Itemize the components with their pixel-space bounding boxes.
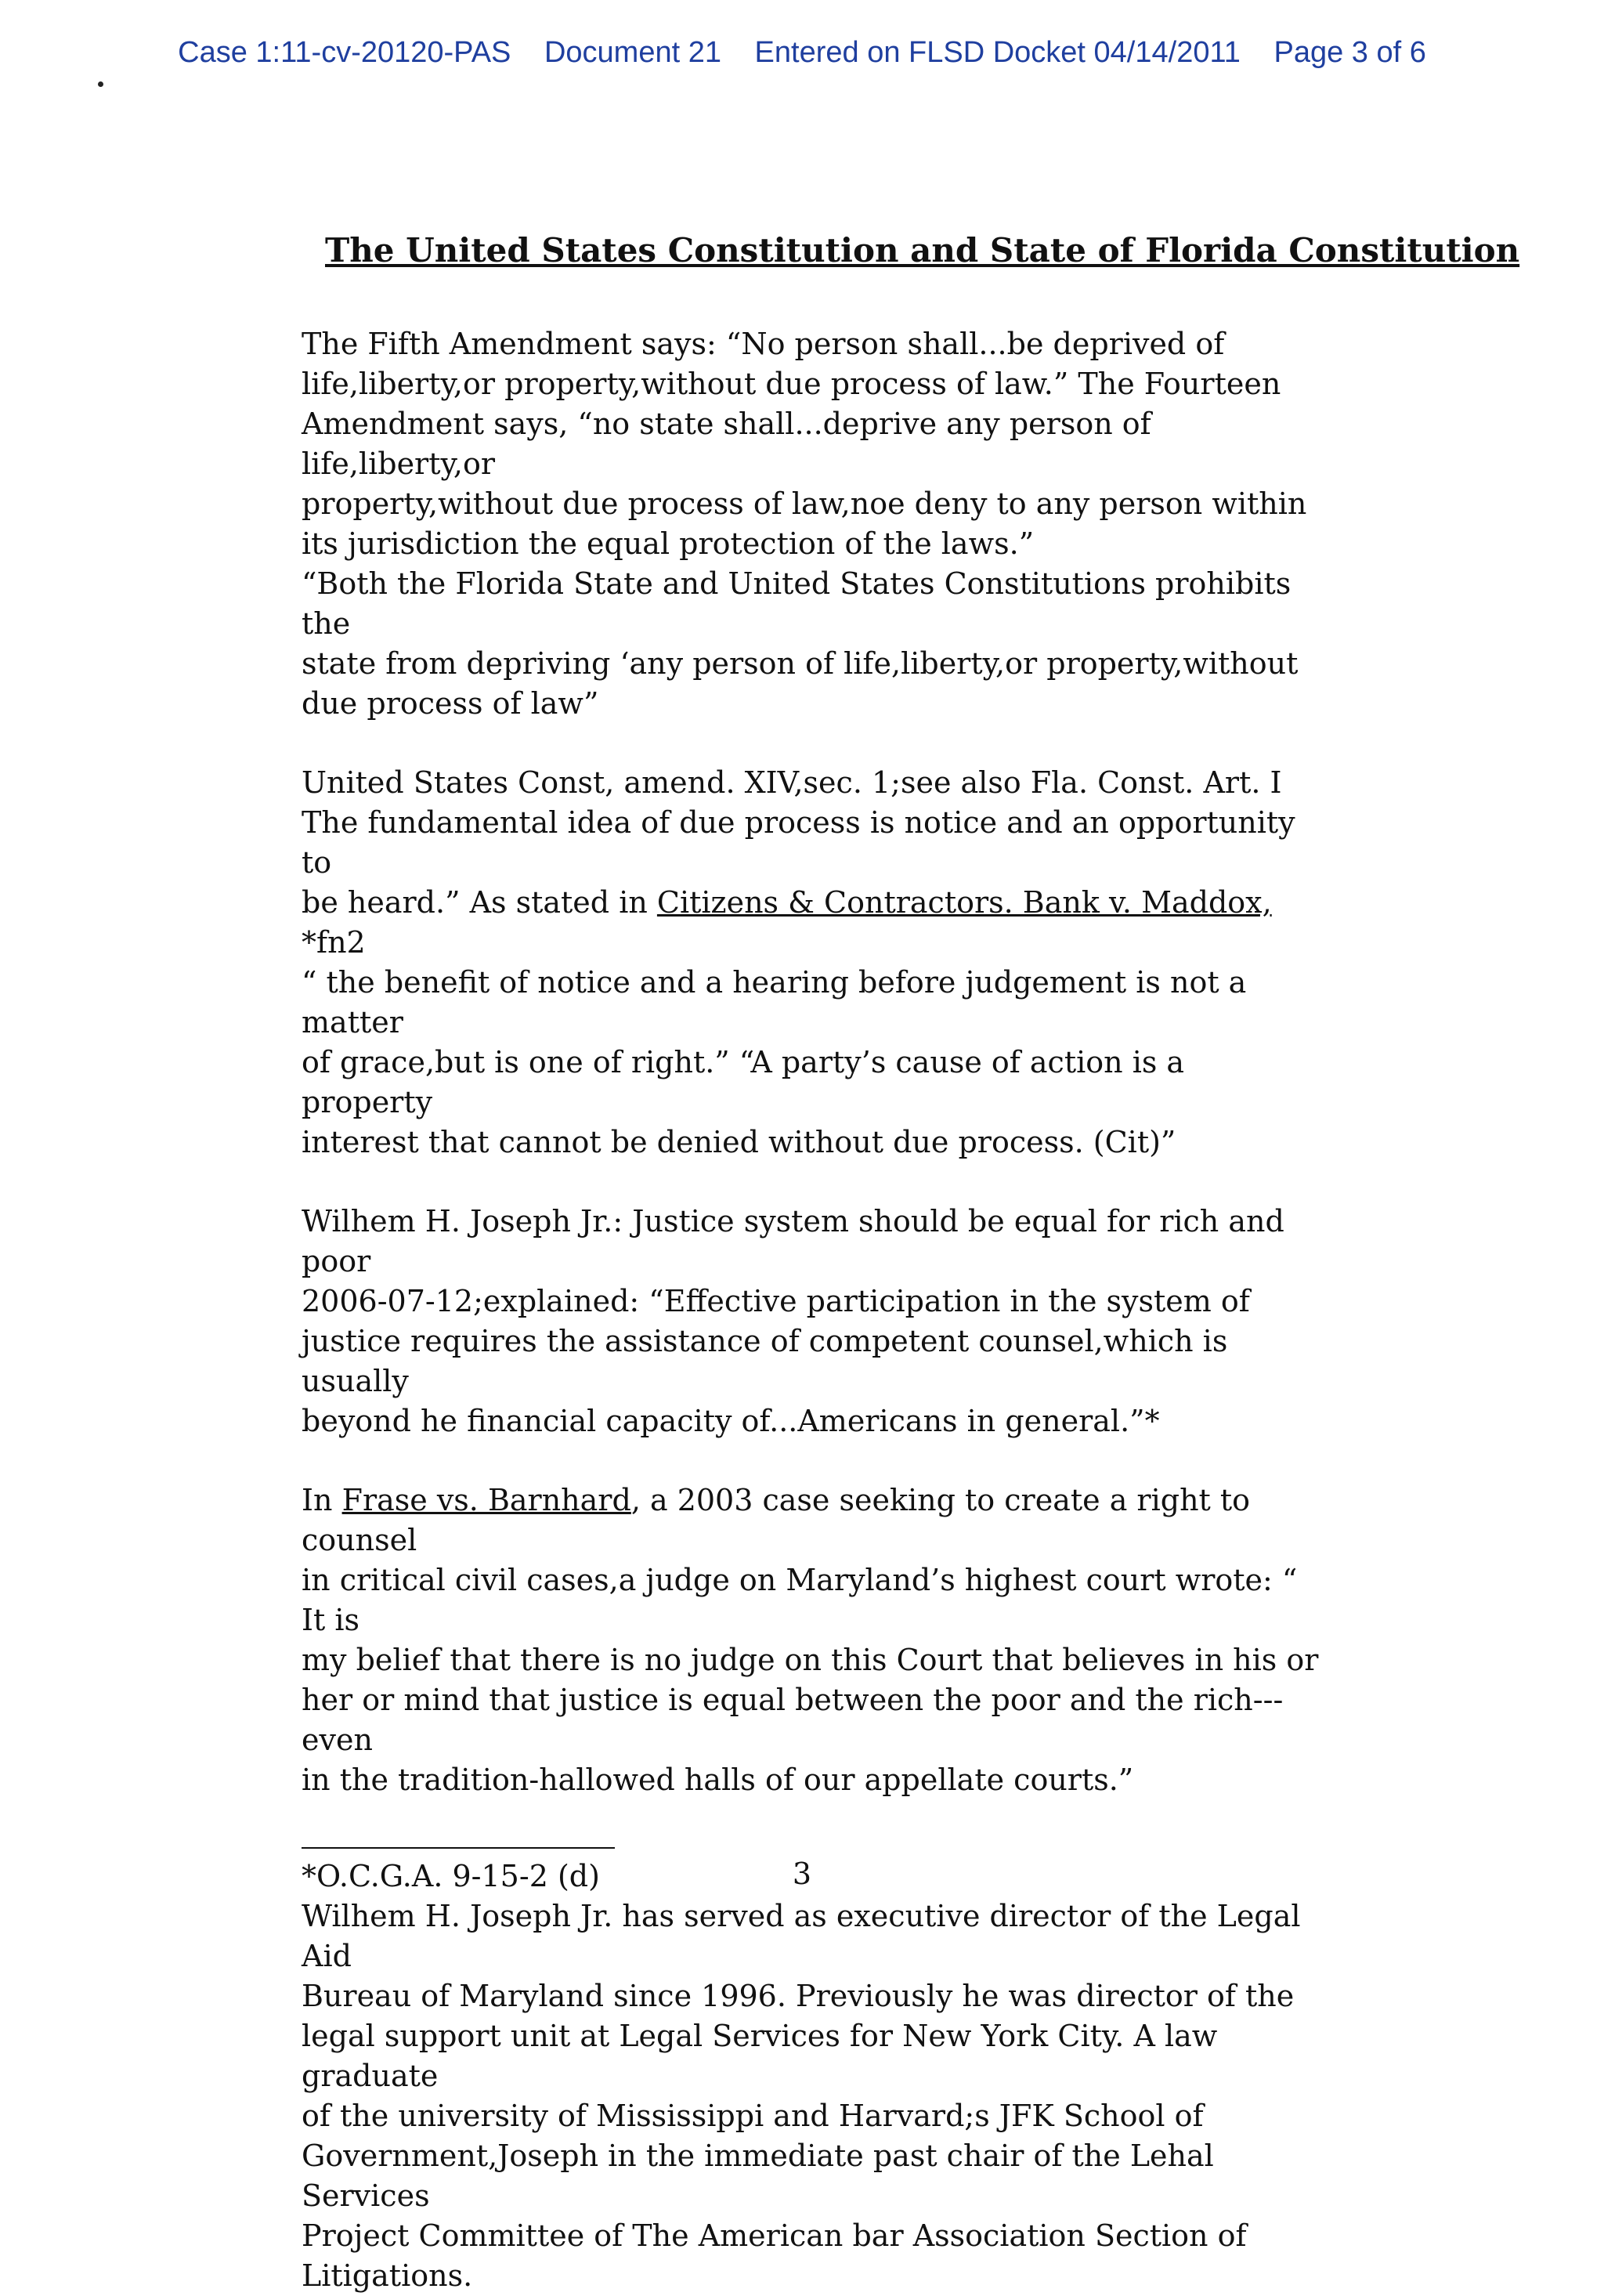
text-line: 2006-07-12;explained: “Effective participation in the system of — [302, 1284, 1250, 1318]
text-line: Wilhem H. Joseph Jr.: Justice system should be equal for rich and poor — [302, 1204, 1284, 1278]
footnote-line: *O.C.G.A. 9-15-2 (d) — [302, 1859, 600, 1893]
page-indicator: Page 3 of 6 — [1273, 36, 1426, 69]
paragraph-frase — [302, 1481, 1320, 1800]
text-line: state from depriving ‘any person of life,liberty,or property,without — [302, 646, 1299, 681]
document-body — [302, 231, 1520, 2296]
text-line: in the tradition-hallowed halls of our appellate courts.” — [302, 1763, 1134, 1797]
paragraph-due-process — [302, 324, 1320, 724]
text-line: in critical civil cases,a judge on Maryland’s highest court wrote: “ It is — [302, 1563, 1298, 1637]
text-line: interest that cannot be denied without due process. (Cit)” — [302, 1125, 1176, 1159]
text-line: property,without due process of law,noe deny to any person within — [302, 486, 1307, 521]
docket-header — [0, 36, 1604, 70]
text-line: “ the benefit of notice and a hearing before judgement is not a matter — [302, 965, 1247, 1040]
text-line: United States Const, amend. XIV,sec. 1;see also Fla. Const. Art. I — [302, 765, 1282, 800]
case-citation: Citizens & Contractors. Bank v. Maddox, — [656, 885, 1272, 920]
text-line: her or mind that justice is equal between the poor and the rich---even — [302, 1683, 1284, 1757]
text-line: its jurisdiction the equal protection of the laws.” — [302, 526, 1035, 561]
text-line: justice requires the assistance of competent counsel,which is usually — [302, 1324, 1228, 1398]
footnote-ref: *fn2 — [302, 925, 366, 960]
footnote-divider — [302, 1847, 615, 1849]
text-line: be heard.” As stated in — [302, 885, 657, 920]
text-line: The Fifth Amendment says: “No person shall...be deprived of — [302, 327, 1225, 361]
case-number: Case 1:11-cv-20120-PAS — [178, 36, 511, 69]
text-line: , a 2003 case seeking to create a right to counsel — [302, 1483, 1251, 1557]
paragraph-citations — [302, 763, 1320, 1162]
footnote-line: Government,Joseph in the immediate past chair of the Lehal Services — [302, 2139, 1214, 2213]
text-line: In — [302, 1483, 342, 1517]
document-number: Document 21 — [544, 36, 721, 69]
footnote-line: Bureau of Maryland since 1996. Previously he was director of the — [302, 1979, 1295, 2013]
text-line: my belief that there is no judge on this Court that believes in his or — [302, 1643, 1319, 1677]
scan-mark — [98, 81, 103, 87]
text-line: beyond he financial capacity of...Americans in general.”* — [302, 1404, 1160, 1438]
footnote — [302, 1857, 1320, 2296]
case-citation: Frase vs. Barnhard — [341, 1483, 631, 1517]
text-line: due process of law” — [302, 686, 599, 721]
text-line: “Both the Florida State and United States Constitutions prohibits the — [302, 566, 1292, 641]
text-line: The fundamental idea of due process is notice and an opportunity to — [302, 805, 1295, 880]
footnote-line: Wilhem H. Joseph Jr. has served as executive director of the Legal Aid — [302, 1899, 1301, 1973]
text-line: Amendment says, “no state shall...deprive any person of life,liberty,or — [302, 407, 1151, 481]
footnote-line: Project Committee of The American bar Association Section of — [302, 2218, 1247, 2253]
paragraph-joseph — [302, 1202, 1320, 1441]
footnote-line: legal support unit at Legal Services for New York City. A law graduate — [302, 2019, 1218, 2093]
text-line: of grace,but is one of right.” “A party’s cause of action is a property — [302, 1045, 1185, 1119]
docket-entry: Entered on FLSD Docket 04/14/2011 — [754, 36, 1241, 69]
page-title: The United States Constitution and State of Florida Constitution — [325, 231, 1520, 269]
footnote-line: of the university of Mississippi and Harvard;s JFK School of — [302, 2099, 1204, 2133]
page-number: 3 — [792, 1857, 812, 1891]
footnote-line: Litigations. — [302, 2258, 473, 2293]
text-line: life,liberty,or property,without due process of law.” The Fourteen — [302, 367, 1281, 401]
